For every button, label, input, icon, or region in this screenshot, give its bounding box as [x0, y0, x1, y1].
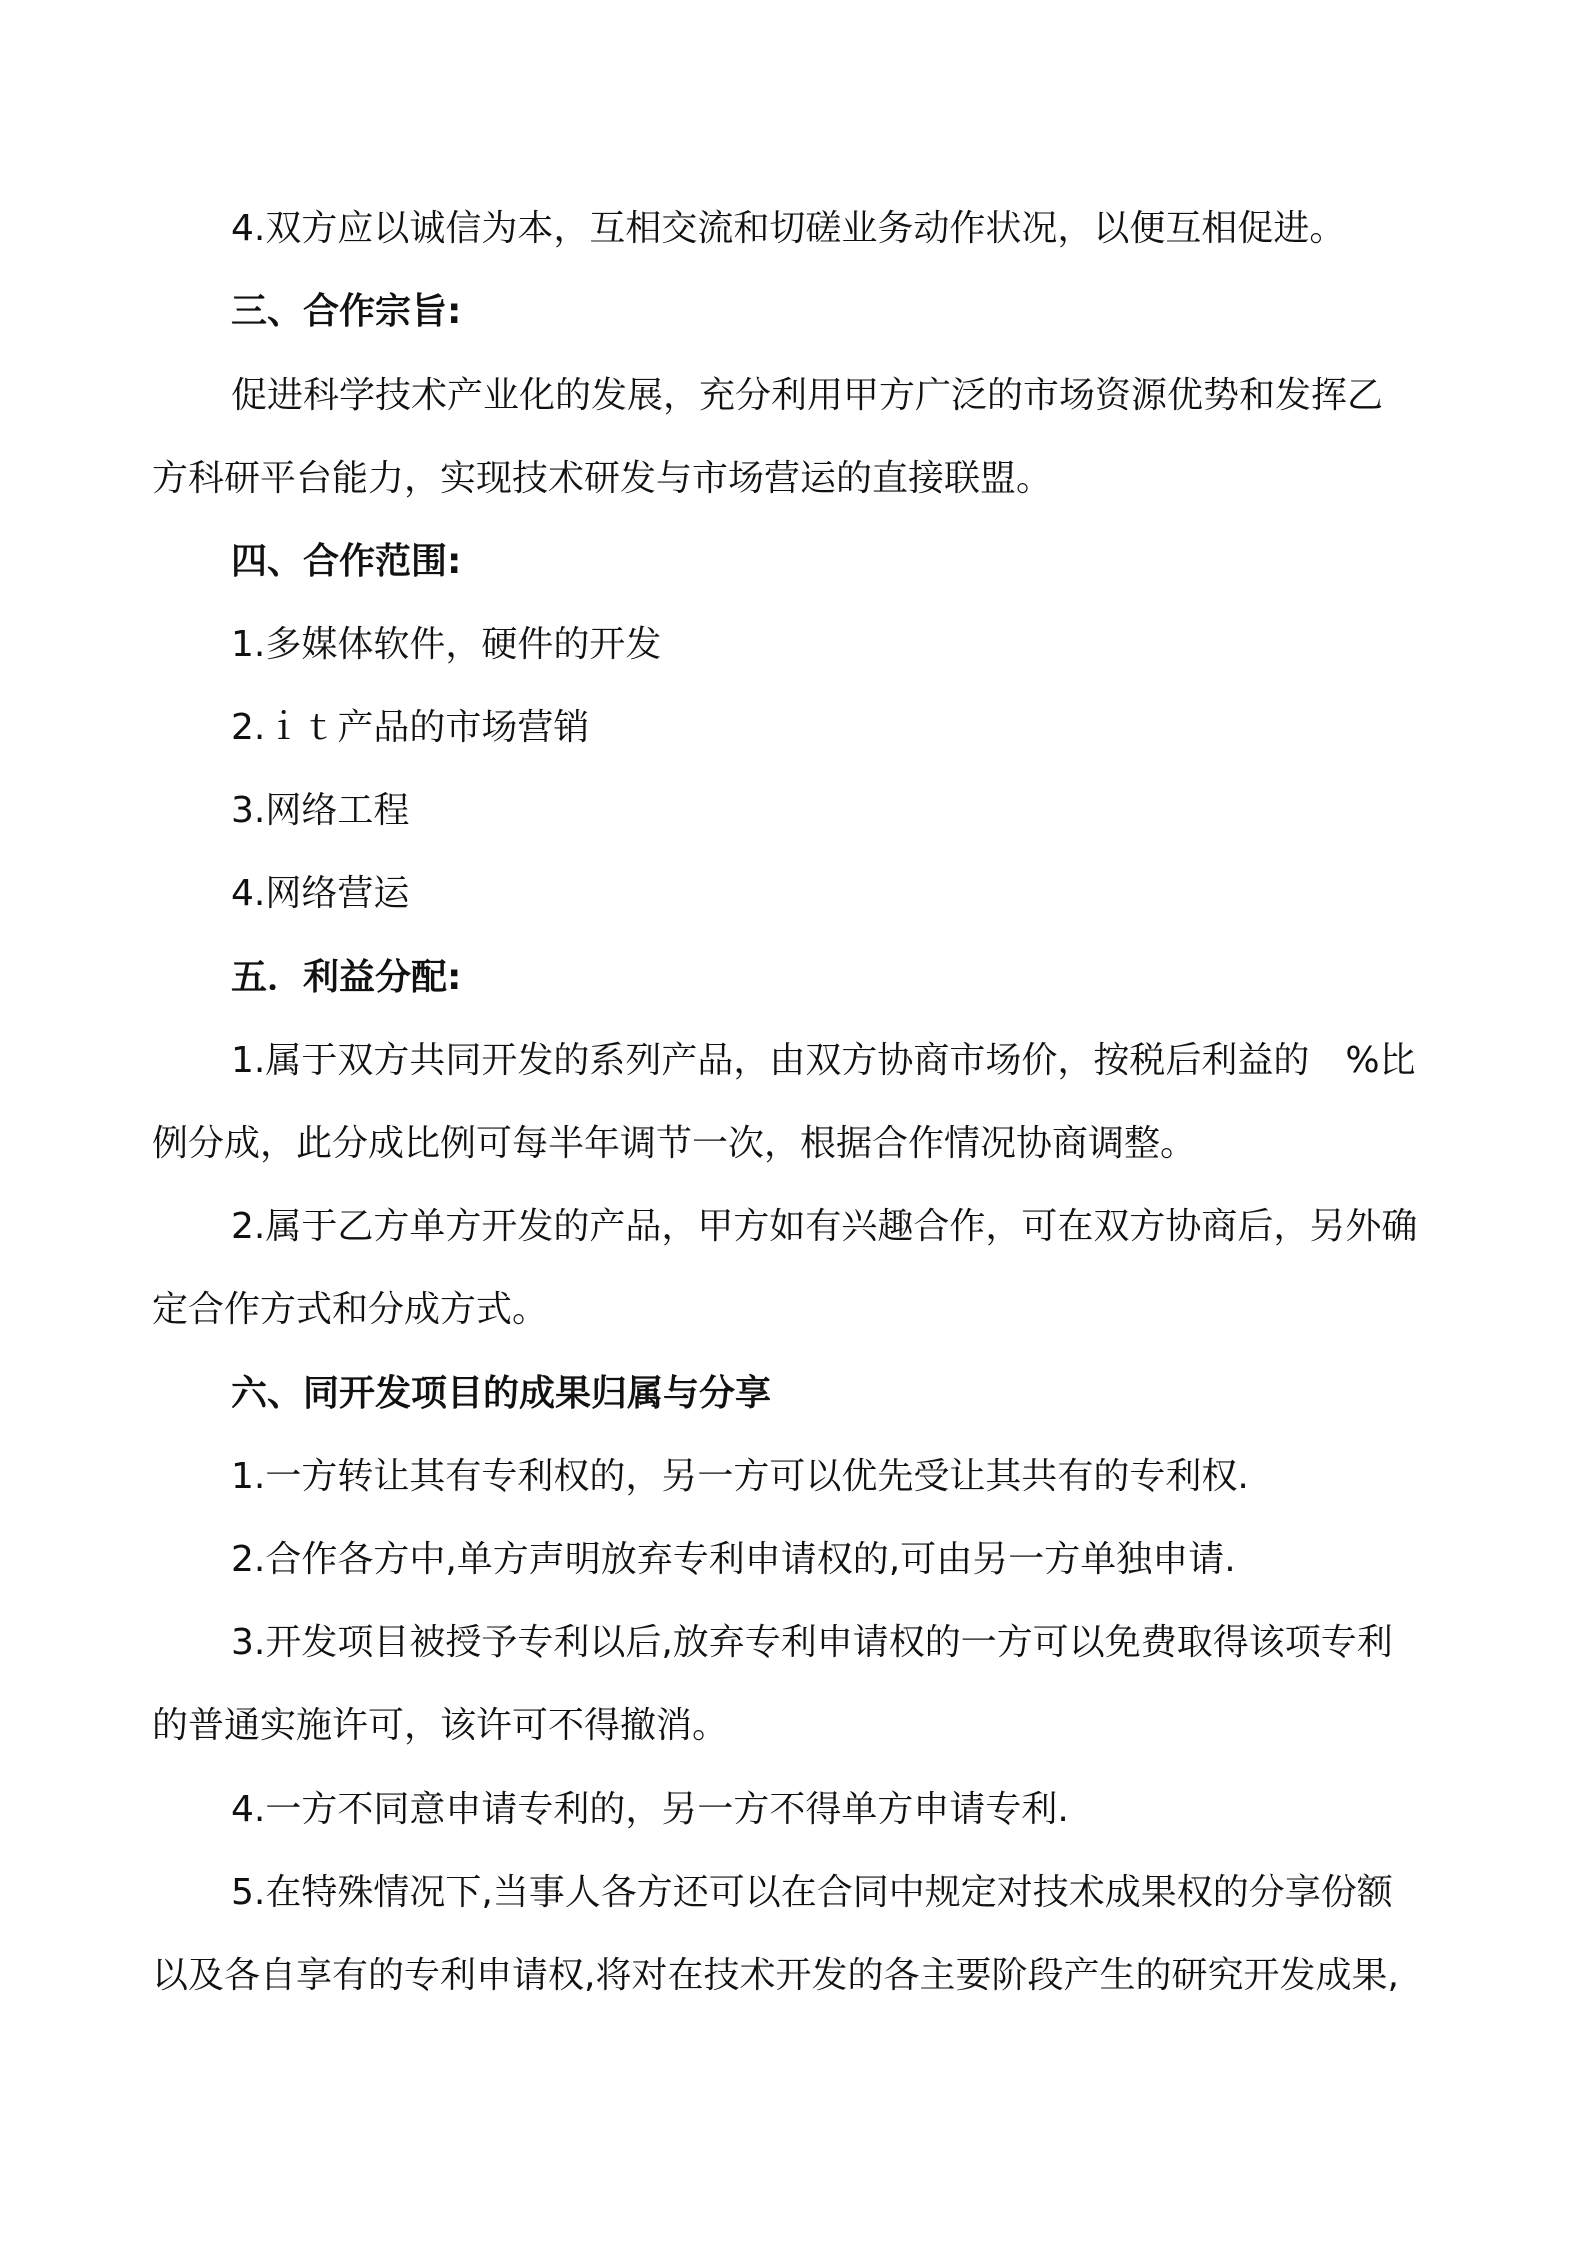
paragraph-line: 定合作方式和分成方式。: [152, 1289, 549, 1330]
paragraph-line: 的普通实施许可，该许可不得撤消。: [152, 1705, 729, 1746]
paragraph-line: 以及各自享有的专利申请权,将对在技术开发的各主要阶段产生的研究开发成果,: [152, 1955, 1399, 1996]
list-item: 5.在特殊情况下,当事人各方还可以在合同中规定对技术成果权的分享份额: [231, 1872, 1393, 1913]
paragraph-line: 促进科学技术产业化的发展，充分利用甲方广泛的市场资源优势和发挥乙: [231, 375, 1384, 416]
list-item: 1.一方转让其有专利权的，另一方可以优先受让其共有的专利权.: [231, 1456, 1249, 1497]
list-item: 3.网络工程: [231, 790, 410, 831]
section-heading: 五．利益分配:: [231, 957, 462, 998]
paragraph-line: 1.属于双方共同开发的系列产品，由双方协商市场价，按税后利益的 %比: [231, 1040, 1416, 1081]
list-item: 4.一方不同意申请专利的，另一方不得单方申请专利.: [231, 1789, 1069, 1830]
list-item: 4.网络营运: [231, 873, 410, 914]
list-item: 2.合作各方中,单方声明放弃专利申请权的,可由另一方单独申请.: [231, 1539, 1236, 1580]
paragraph-line: 例分成，此分成比例可每半年调节一次，根据合作情况协商调整。: [152, 1123, 1197, 1164]
section-heading: 三、合作宗旨:: [231, 291, 462, 332]
list-item: 3.开发项目被授予专利以后,放弃专利申请权的一方可以免费取得该项专利: [231, 1622, 1393, 1663]
paragraph-line: 2.属于乙方单方开发的产品，甲方如有兴趣合作，可在双方协商后，另外确: [231, 1206, 1418, 1247]
list-item: 2.ｉｔ产品的市场营销: [231, 707, 590, 748]
section-heading: 六、同开发项目的成果归属与分享: [231, 1373, 772, 1414]
list-item: 1.多媒体软件，硬件的开发: [231, 624, 662, 665]
paragraph-line: 方科研平台能力，实现技术研发与市场营运的直接联盟。: [152, 458, 1053, 499]
paragraph-line: 4.双方应以诚信为本，互相交流和切磋业务动作状况，以便互相促进。: [231, 208, 1346, 249]
section-heading: 四、合作范围:: [231, 541, 462, 582]
